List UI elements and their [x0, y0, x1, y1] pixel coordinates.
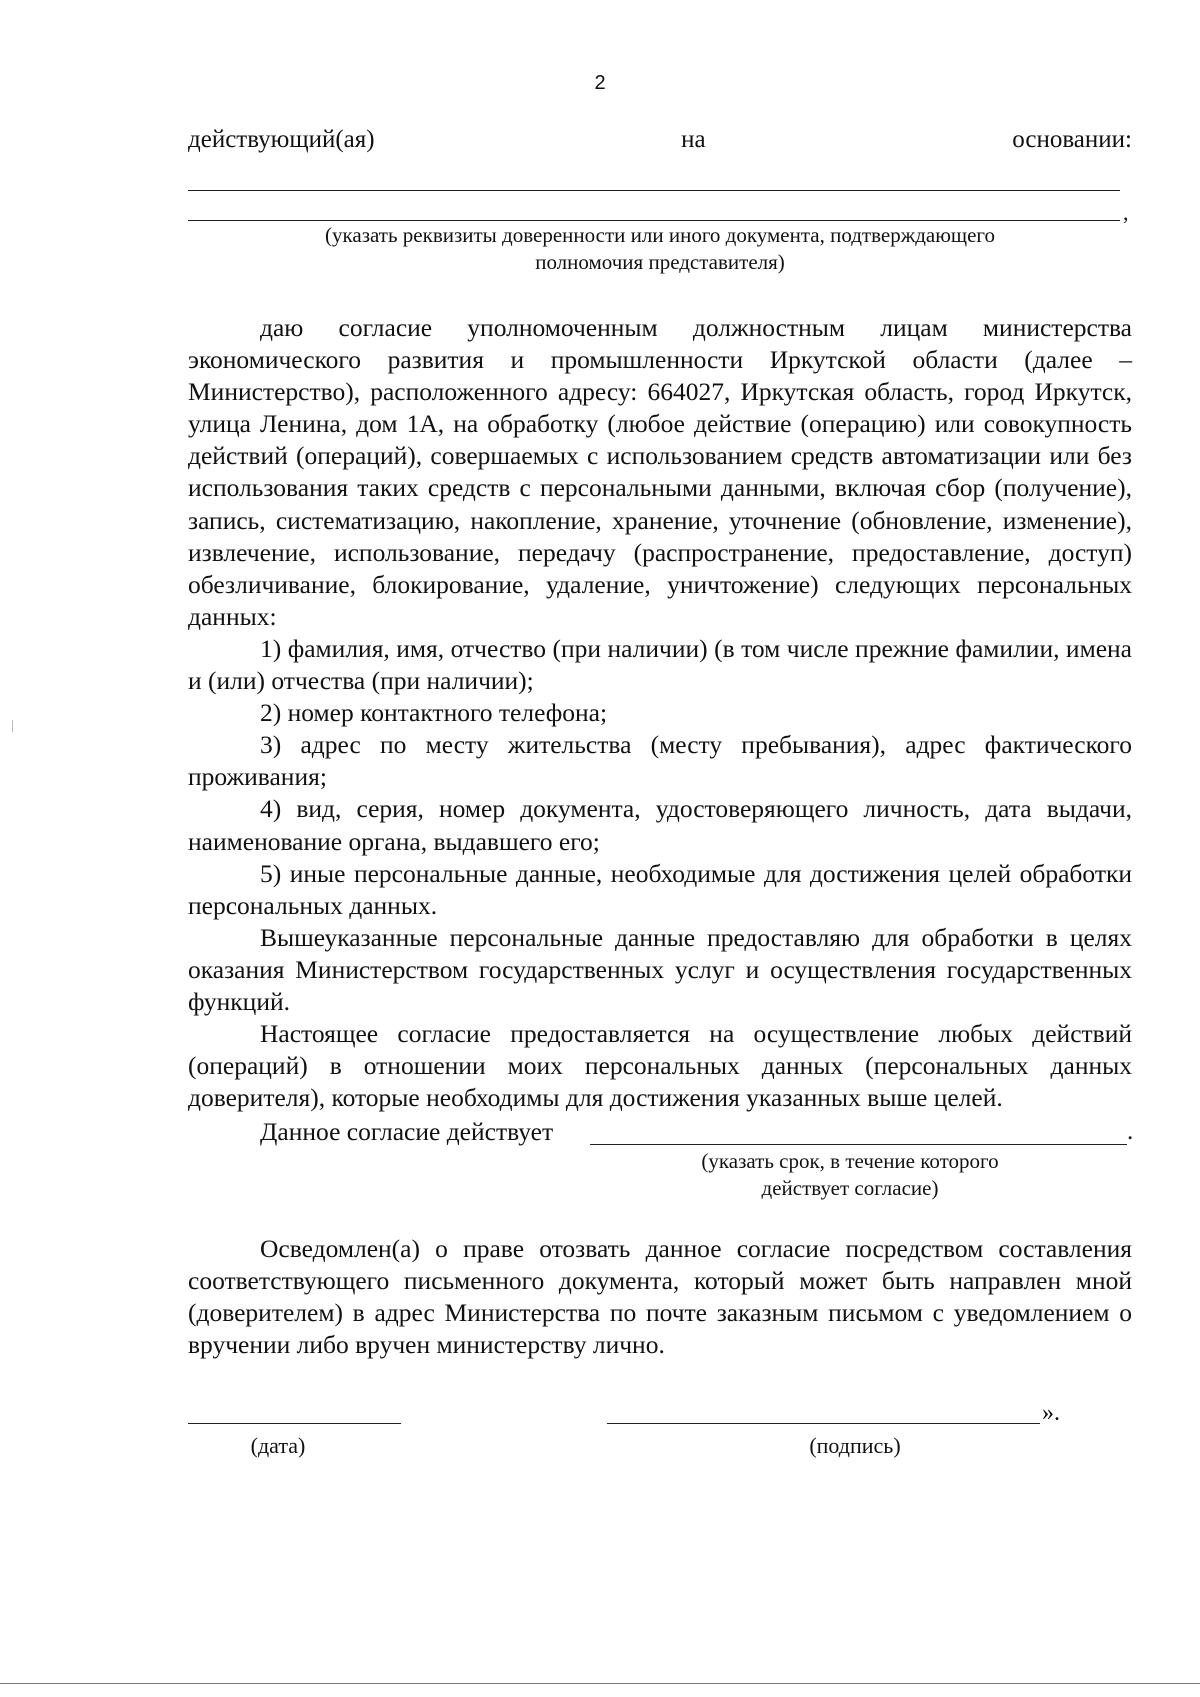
caption-line-1: (указать реквизиты доверенности или иного документа, подтверждающего	[325, 223, 995, 247]
signature-caption: (подпись)	[809, 1433, 901, 1458]
validity-line	[260, 1116, 553, 1148]
scope-paragraph: Настоящее согласие предоставляется на осуществление любых действий (операций) в отношении моих персональных данных (персональных данных доверителя), которые необходимы для достижения указанных выше целей.	[188, 1019, 1132, 1113]
validity-caption	[650, 1148, 1050, 1202]
revocation-body	[188, 1233, 1132, 1361]
scan-mark	[12, 720, 13, 732]
date-caption: (дата)	[250, 1433, 306, 1458]
on-label: на	[681, 126, 706, 153]
validity-period: .	[1127, 1118, 1134, 1145]
basis-comma: ,	[1123, 200, 1129, 225]
data-item-2: 2) номер контактного телефона;	[260, 698, 608, 728]
revocation-paragraph: Осведомлен(а) о праве отозвать данное согласие посредством составления соответствующего письменного документа, который может быть направлен мной (доверителем) в адрес Министерства по почте заказным письмом с уведомлением о вручении либо вручен министерству лично.	[188, 1234, 1132, 1360]
validity-fill-line	[590, 1144, 1127, 1145]
purpose-paragraph: Вышеуказанные персональные данные предоставляю для обработки в целях оказания Министерством государственных услуг и осуществления государственных функций.	[188, 922, 1132, 1016]
validity-label: Данное согласие действует	[260, 1117, 554, 1146]
consent-body	[188, 312, 1132, 1114]
power-of-attorney-caption	[188, 222, 1132, 276]
signature-line	[607, 1423, 1040, 1424]
data-item-3: 3) адрес по месту жительства (месту пребывания), адрес фактического проживания;	[188, 730, 1132, 792]
page-number: 2	[594, 72, 606, 94]
basis-label: основании:	[1012, 126, 1132, 153]
data-item-1: 1) фамилия, имя, отчество (при наличии) (в том числе прежние фамилии, имена и (или) отчества (при наличии);	[188, 633, 1132, 696]
caption-line-2: полномочия представителя)	[535, 250, 785, 274]
acting-label: действующий(ая)	[188, 126, 375, 153]
data-item-4: 4) вид, серия, номер документа, удостоверяющего личность, дата выдачи, наименование органа, выдавшего его;	[188, 794, 1132, 856]
closing-quote: ».	[1042, 1400, 1060, 1426]
data-item-5: 5) иные персональные данные, необходимые для достижения целей обработки персональных данных.	[188, 858, 1132, 920]
validity-caption-line-1: (указать срок, в течение которого	[701, 1149, 999, 1173]
basis-fill-line-2	[188, 220, 1120, 221]
consent-paragraph: даю согласие уполномоченным должностным лицам министерства экономического развития и промышленности Иркутской области (далее – Министерство), расположенного адресу: 664027, Иркутская область, город Иркутск, улица Ленина, дом 1А, на обработку (любое действие (операцию) или совокупность действий (операций), совершаемых с использованием средств автоматизации или без использования таких средств с персональными данными, включая сбор (получение), запись, систематизацию, накопление, хранение, уточнение (обновление, изменение), извлечение, использование, передачу (распространение, предоставление, доступ) обезличивание, блокирование, удаление, уничтожение) следующих персональных данных:	[188, 313, 1132, 631]
validity-caption-line-2: действует согласие)	[761, 1176, 939, 1200]
acting-on-basis-line	[188, 126, 1132, 154]
date-line	[188, 1423, 401, 1424]
page-bottom-edge	[0, 1683, 1200, 1684]
basis-fill-line-1	[188, 190, 1120, 191]
